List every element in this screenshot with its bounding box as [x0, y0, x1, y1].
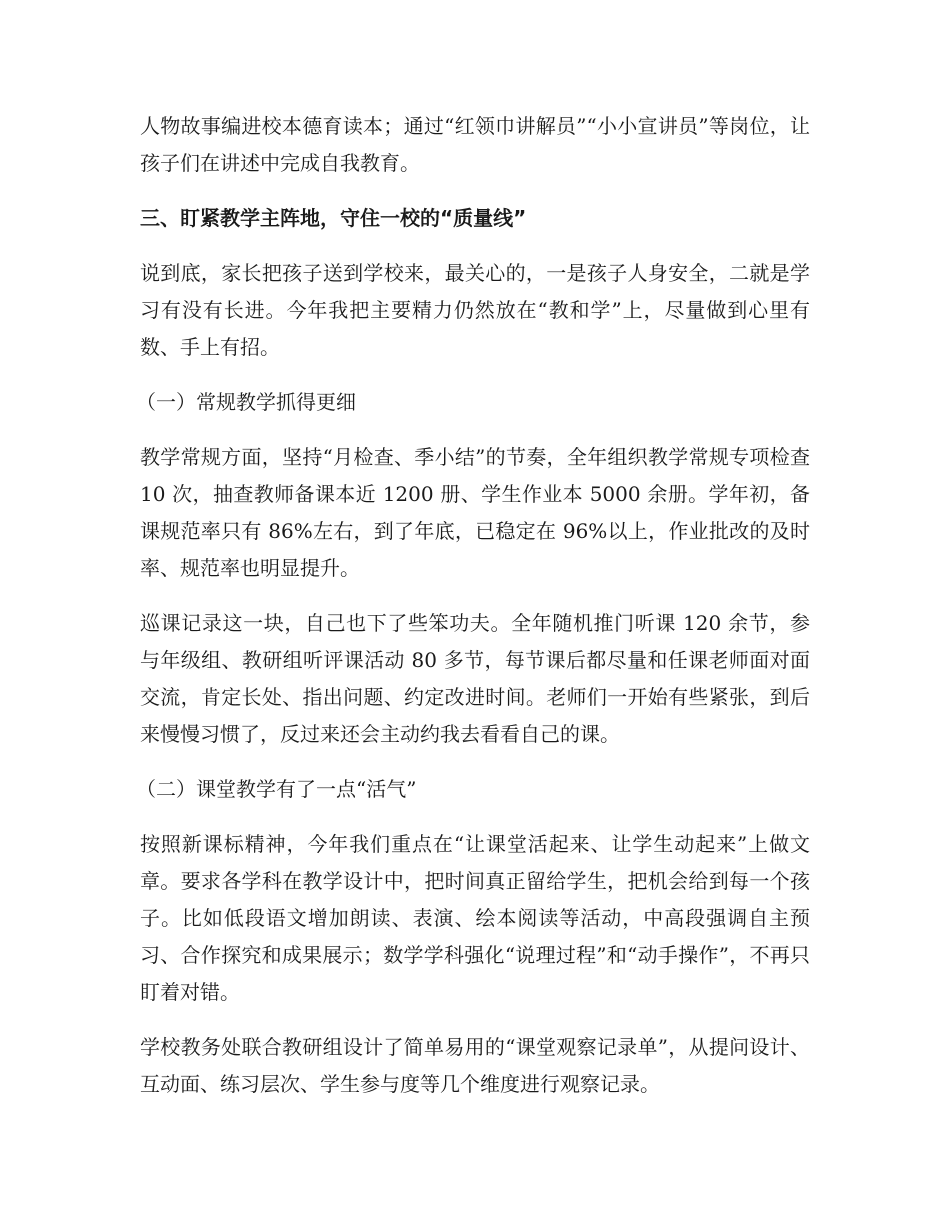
paragraph-routine-inspection: 教学常规方面，坚持“月检查、季小结”的节奏，全年组织教学常规专项检查 10 次，抽查教师备课本近 1200 册、学生作业本 5000 余册。学年初，备课规范率只有 86%左右，到了年底，已稳定在 96%以上，作业批改的及时率、规范率也明显提升。	[140, 445, 810, 580]
paragraph-new-curriculum: 按照新课标精神，今年我们重点在“让课堂活起来、让学生动起来”上做文章。要求各学科在教学设计中，把时间真正留给学生，把机会给到每一个孩子。比如低段语文增加朗读、表演、绘本阅读等活动，中高段强调自主预习、合作探究和成果展示；数学学科强化“说理过程”和“动手操作”，不再只盯着对错。	[140, 832, 810, 1004]
document-body	[136, 108, 810, 1121]
paragraph-observation-form: 学校教务处联合教研组设计了简单易用的“课堂观察记录单”，从提问设计、互动面、练习层次、学生参与度等几个维度进行观察记录。	[140, 1035, 810, 1096]
subheading-lively-classroom: （二）课堂教学有了一点“活气”	[136, 777, 417, 801]
paragraph-class-observation: 巡课记录这一块，自己也下了些笨功夫。全年随机推门听课 120 余节，参与年级组、教研组听评课活动 80 多节，每节课后都尽量和任课老师面对面交流，肯定长处、指出问题、约定改进时间。老师们一开始有些紧张，到后来慢慢习惯了，反过来还会主动约我去看看自己的课。	[140, 611, 810, 746]
section-heading-teaching-quality: 三、盯紧教学主阵地，守住一校的“质量线”	[140, 206, 527, 230]
paragraph-parents-concern: 说到底，家长把孩子送到学校来，最关心的，一是孩子人身安全，二就是学习有没有长进。今年我把主要精力仍然放在“教和学”上，尽量做到心里有数、手上有招。	[140, 261, 810, 359]
subheading-routine-teaching: （一）常规教学抓得更细	[136, 390, 356, 414]
paragraph-moral-education-ending: 人物故事编进校本德育读本；通过“红领巾讲解员”“小小宣讲员”等岗位，让孩子们在讲述中完成自我教育。	[140, 114, 810, 175]
